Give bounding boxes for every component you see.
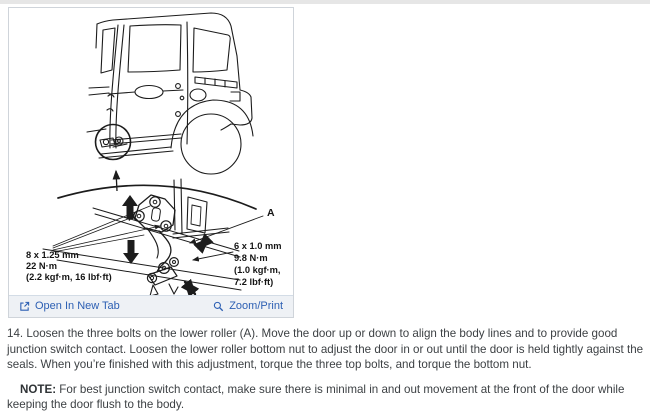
open-in-new-tab-label: Open In New Tab <box>35 300 120 312</box>
callout-a-label: A <box>267 207 275 219</box>
bolt-spec-line2: 22 N·m <box>26 261 58 271</box>
note-paragraph <box>7 382 644 413</box>
step-14-paragraph: 14. Loosen the three bolts on the lower roller (A). Move the door up or down to align the body lines and to provide good junction switch contact. Loosen the lower roller bottom nut to adjust the door in or out until the door is held tightly against the seals. When you’re finished with this adjustment, torque the three top bolts, and torque the bottom nut. <box>7 327 644 372</box>
in-out-arrow-lower <box>185 282 195 294</box>
door-roller-diagram <box>9 8 293 295</box>
detail-connector-arrow <box>116 171 117 191</box>
nut-torque-spec <box>234 241 282 287</box>
bolt-torque-spec <box>26 250 112 282</box>
down-arrow <box>123 240 139 264</box>
nut-spec-line2: 9.8 N·m <box>234 253 268 263</box>
nut-spec-line3: (1.0 kgf·m, <box>234 265 281 275</box>
magnifier-icon <box>213 301 224 312</box>
zoom-print-label: Zoom/Print <box>229 300 283 312</box>
open-in-new-tab-link[interactable] <box>19 301 120 312</box>
top-divider <box>0 0 650 4</box>
nut-spec-line4: 7.2 lbf·ft) <box>234 277 274 287</box>
instruction-text <box>7 326 644 413</box>
note-text: For best junction switch contact, make sure there is minimal in and out movement at the front of the door while keeping the door flush to the body. <box>7 382 625 412</box>
zoom-print-link[interactable] <box>213 301 283 312</box>
van-side-view <box>87 13 253 174</box>
diagram-card <box>8 7 294 318</box>
open-in-new-tab-icon <box>19 301 30 312</box>
nut-spec-line1: 6 x 1.0 mm <box>234 241 282 251</box>
bolt-spec-line3: (2.2 kgf·m, 16 lbf·ft) <box>26 272 112 282</box>
note-label: NOTE: <box>20 382 57 396</box>
diagram-image <box>9 8 293 295</box>
bolt-spec-line1: 8 x 1.25 mm <box>26 250 79 260</box>
image-toolbar <box>9 295 293 317</box>
